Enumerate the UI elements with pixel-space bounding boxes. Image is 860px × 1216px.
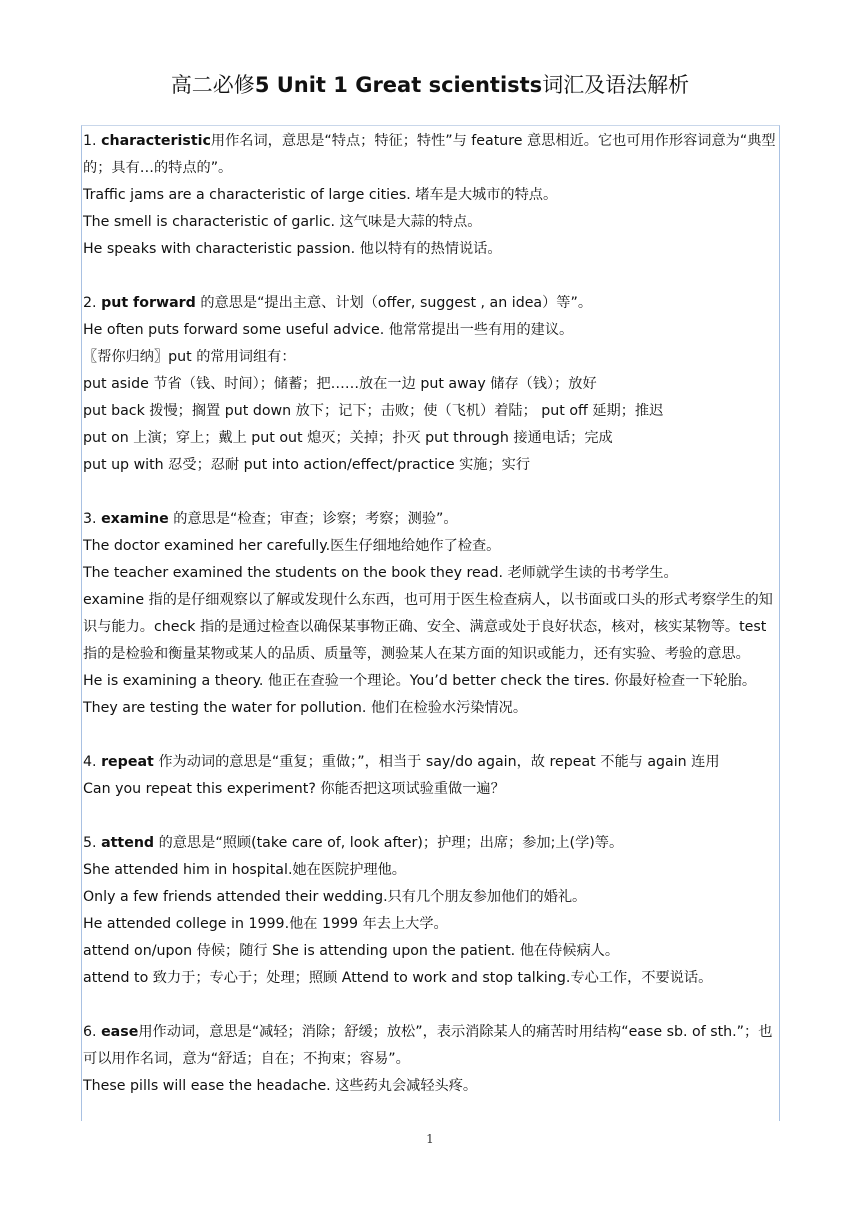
definition-text: 作为动词的意思是“重复；重做；”，相当于 say/do again，故 repeat 不能与 again 连用 [158,754,720,770]
section-number: 2. [83,295,97,311]
section-number: 4. [83,754,97,770]
vocab-word: ease [101,1024,139,1040]
example-line: Can you repeat this experiment? 你能否把这项试验重做一遍？ [83,781,505,797]
vocab-word: attend [101,835,155,851]
vocab-word: examine [101,511,169,527]
definition-text: 的意思是“照顾(take care of, look after)；护理；出席；参加;上(学)等。 [154,835,624,851]
section-3-intro [83,506,781,533]
page-number: 1 [426,1132,434,1146]
phrase-line: attend to 致力于；专心于；处理；照顾 Attend to work and stop talking.专心工作，不要说话。 [83,970,713,986]
example-line: These pills will ease the headache. 这些药丸会减轻头疼。 [83,1078,478,1094]
vocab-word: characteristic [101,133,211,149]
section-number: 5. [83,835,97,851]
example-line: He often puts forward some useful advice. 他常常提出一些有用的建议。 [83,322,574,338]
example-paragraph: He is examining a theory. 他正在查验一个理论。You’d better check the tires. 你最好检查一下轮胎。They are testing the water for pollution. 他们在检验水污染情况。 [83,673,757,716]
definition-text: 的意思是“提出主意、计划（offer, suggest , an idea）等”。 [200,295,593,311]
section-4-intro [83,749,781,776]
example-line: He speaks with characteristic passion. 他以特有的热情说话。 [83,241,502,257]
spacer [83,263,781,290]
section-1-intro [83,128,781,182]
phrase-line: put on 上演；穿上；戴上 put out 熄灭；关掉；扑灭 put through 接通电话；完成 [83,430,613,446]
phrase-line: put back 拨慢；搁置 put down 放下；记下；击败；使（飞机）着陆； put off 延期；推迟 [83,403,664,419]
definition-text: 用作动词，意思是“减轻；消除；舒缓；放松”，表示消除某人的痛苦时用结构“ease sb. of sth.”；也可以用作名词，意为“舒适；自在；不拘束；容易”。 [83,1024,773,1067]
definition-text: 的意思是“检查；审查；诊察；考察；测验”。 [168,511,458,527]
section-number: 1. [83,133,97,149]
phrase-line: attend on/upon 侍候；随行 She is attending upon the patient. 他在侍候病人。 [83,943,620,959]
section-number: 6. [83,1024,97,1040]
example-line: He attended college in 1999.他在 1999 年去上大学。 [83,916,448,932]
section-number: 3. [83,511,97,527]
definition-text: 用作名词，意思是“特点；特征；特性”与 feature 意思相近。它也可用作形容词意为“典型的；具有…的特点的”。 [83,133,776,176]
document-body [83,128,781,1100]
title-bold: 5 Unit 1 Great scientists [254,73,543,97]
example-line: Traffic jams are a characteristic of large cities. 堵车是大城市的特点。 [83,187,558,203]
title-suffix: 词汇及语法解析 [542,73,690,97]
title-prefix: 高二必修 [170,73,255,97]
example-line: The smell is characteristic of garlic. 这气味是大蒜的特点。 [83,214,482,230]
spacer [83,479,781,506]
note-line: 〖帮你归纳〗put 的常用词组有： [83,349,296,365]
example-line: Only a few friends attended their wedding.只有几个朋友参加他们的婚礼。 [83,889,587,905]
page-title [0,70,860,100]
phrase-line: put up with 忍受；忍耐 put into action/effect/practice 实施；实行 [83,457,531,473]
section-2-intro [83,290,781,317]
section-6-intro [83,1019,781,1073]
example-line: She attended him in hospital.她在医院护理他。 [83,862,406,878]
example-line: The doctor examined her carefully.医生仔细地给她作了检查。 [83,538,501,554]
section-5-intro [83,830,781,857]
spacer [83,992,781,1019]
phrase-line: put aside 节省（钱、时间）；储蓄；把……放在一边 put away 储存（钱）；放好 [83,376,597,392]
vocab-word: put forward [101,295,196,311]
vocab-word: repeat [101,754,154,770]
explanation-paragraph: examine 指的是仔细观察以了解或发现什么东西，也可用于医生检查病人，以书面或口头的形式考察学生的知识与能力。check 指的是通过检查以确保某事物正确、安全、满意或处于良好状态，核对，核实某物等。test 指的是检验和衡量某物或某人的品质、质量等，测验某人在某方面的知识或能力，还有实验、考验的意思。 [83,592,773,662]
spacer [83,722,781,749]
spacer [83,803,781,830]
example-line: The teacher examined the students on the book they read. 老师就学生读的书考学生。 [83,565,678,581]
